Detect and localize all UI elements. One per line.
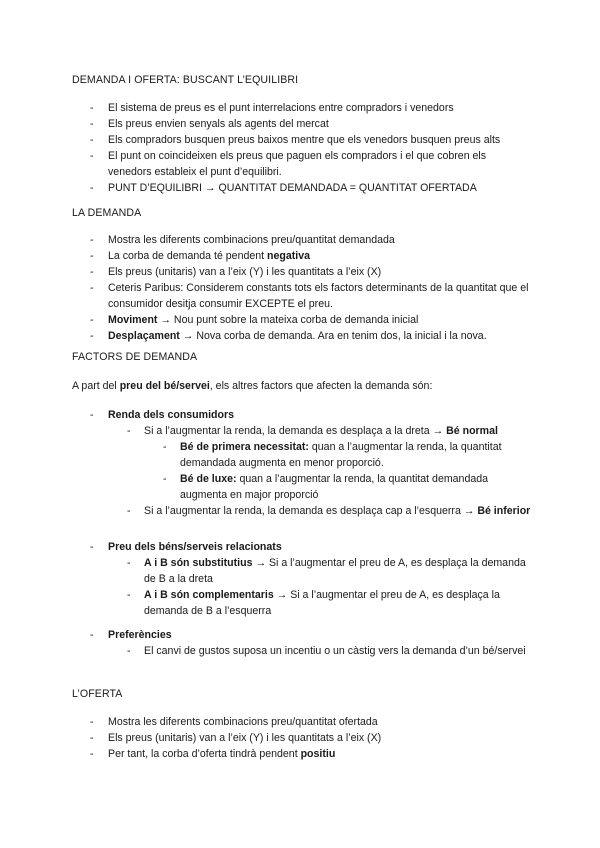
list-item: - PUNT D’EQUILIBRI → QUANTITAT DEMANDADA = QUANTITAT OFERTADA <box>90 182 477 194</box>
list-item: - Els preus (unitaris) van a l’eix (Y) i les quantitats a l’eix (X) <box>90 266 382 278</box>
list-item: - Bé de luxe: quan a l’augmentar la renda, la quantitat demandada augmenta en major proporció <box>163 473 489 501</box>
section-title-demanda: LA DEMANDA <box>72 207 142 219</box>
list-item: - Mostra les diferents combinacions preu/quantitat ofertada <box>90 716 378 728</box>
section-title-equilibri: DEMANDA I OFERTA: BUSCANT L’EQUILIBRI <box>72 74 299 86</box>
oferta-list <box>72 714 532 762</box>
factors-intro: A part del preu del bé/servei, els altres factors que afecten la demanda són: <box>72 380 433 392</box>
section-title-oferta: L’OFERTA <box>72 688 123 700</box>
list-item: - A i B són complementaris → Si a l’augmentar el preu de A, es desplaça la demanda de B a l’esquerra <box>127 589 500 617</box>
factor-relacionats <box>72 539 532 619</box>
list-item: - Preu dels béns/serveis relacionats <box>90 541 282 553</box>
list-item: - Moviment → Nou punt sobre la mateixa corba de demanda inicial <box>90 314 419 326</box>
factor-renda <box>72 407 532 519</box>
list-item: - Preferències <box>90 629 172 641</box>
section-title-factors: FACTORS DE DEMANDA <box>72 351 198 363</box>
list-item: - La corba de demanda té pendent negativa <box>90 250 311 262</box>
list-item: - Si a l’augmentar la renda, la demanda es desplaça a la dreta → Bé normal <box>127 425 498 437</box>
list-item: - Bé de primera necessitat: quan a l’augmentar la renda, la quantitat demandada augmenta en menor proporció. <box>163 441 502 469</box>
list-item: - Per tant, la corba d’oferta tindrà pendent positiu <box>90 748 336 760</box>
list-item: - Els preus envien senyals als agents del mercat <box>90 118 329 130</box>
list-item: - Si a l’augmentar la renda, la demanda es desplaça cap a l’esquerra → Bé inferior <box>127 505 531 517</box>
list-item: - Els preus (unitaris) van a l’eix (Y) i les quantitats a l’eix (X) <box>90 732 382 744</box>
list-item: - El punt on coincideixen els preus que paguen els compradors i el que cobren els venedors estableix el punt d’equilibri. <box>90 150 487 178</box>
list-item: - Els compradors busquen preus baixos mentre que els venedors busquen preus alts <box>90 134 501 146</box>
list-item: - Ceteris Paribus: Considerem constants tots els factors determinants de la quantitat que el consumidor desitja consumir EXCEPTE el preu. <box>90 282 529 310</box>
list-item: - Mostra les diferents combinacions preu/quantitat demandada <box>90 234 395 246</box>
demanda-list <box>72 232 532 344</box>
list-item: - El canvi de gustos suposa un incentiu o un càstig vers la demanda d’un bé/servei <box>127 645 526 657</box>
equilibri-list <box>72 100 532 196</box>
list-item: - A i B són substitutius → Si a l’augmentar el preu de A, es desplaça la demanda de B a la dreta <box>127 557 526 585</box>
list-item: - Renda dels consumidors <box>90 409 234 421</box>
list-item: - Desplaçament → Nova corba de demanda. Ara en tenim dos, la inicial i la nova. <box>90 330 487 342</box>
factor-preferencies <box>72 627 532 659</box>
list-item: - El sistema de preus es el punt interrelacions entre compradors i venedors <box>90 102 454 114</box>
